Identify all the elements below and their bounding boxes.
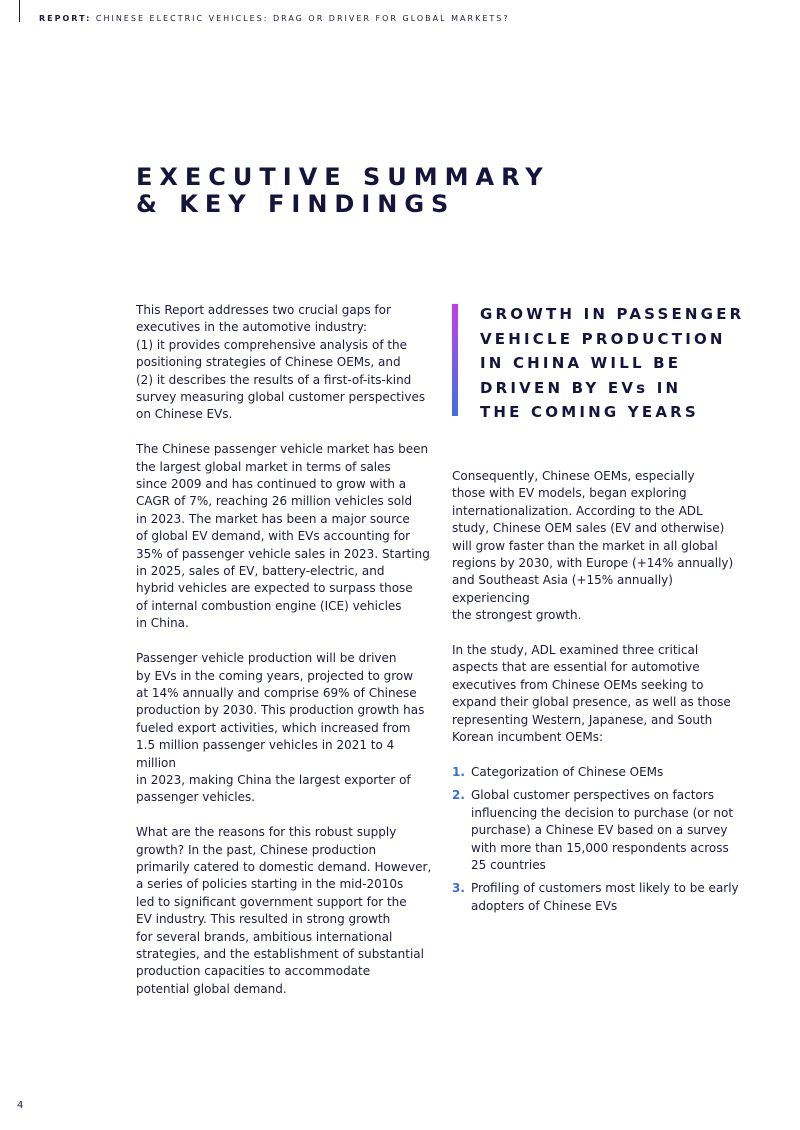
text-line: for several brands, ambitious international xyxy=(136,929,393,944)
left-paragraph-2 xyxy=(136,441,436,632)
text-line: on Chinese EVs. xyxy=(136,407,233,422)
text-line: Korean incumbent OEMs: xyxy=(452,730,604,745)
text-line: Global customer perspectives on factors xyxy=(471,788,714,803)
text-line: expand their global presence, as well as those xyxy=(452,695,731,710)
text-line: potential global demand. xyxy=(136,981,287,996)
running-head-title: CHINESE ELECTRIC VEHICLES: DRAG OR DRIVER FOR GLOBAL MARKETS? xyxy=(95,14,510,23)
page-title-line: & KEY FINDINGS xyxy=(136,190,456,218)
left-paragraph-1 xyxy=(136,302,436,424)
pull-quote-line: DRIVEN BY EVs IN xyxy=(480,378,682,397)
text-line: Consequently, Chinese OEMs, especially xyxy=(452,469,695,483)
text-line: influencing the decision to purchase (or not xyxy=(471,805,734,820)
text-line: adopters of Chinese EVs xyxy=(471,898,618,913)
list-number: 3. xyxy=(452,881,465,896)
pull-quote-line: VEHICLE PRODUCTION xyxy=(480,329,726,348)
text-line: in 2025, sales of EV, battery-electric, and xyxy=(136,564,385,579)
text-line: internationalization. According to the ADL xyxy=(452,503,703,518)
text-line: Categorization of Chinese OEMs xyxy=(471,764,664,779)
text-line: production capacities to accommodate xyxy=(136,964,371,979)
pull-quote xyxy=(452,302,772,421)
text-line: production by 2030. This production growth has xyxy=(136,703,425,718)
text-line: those with EV models, began exploring xyxy=(452,486,687,501)
right-paragraph-1 xyxy=(452,468,752,625)
text-line: EV industry. This resulted in strong growth xyxy=(136,912,391,927)
text-line: This Report addresses two crucial gaps for xyxy=(136,303,391,317)
text-line: and Southeast Asia (+15% annually) experiencing xyxy=(452,573,673,605)
pull-quote-line: GROWTH IN PASSENGER xyxy=(480,305,745,323)
text-line: executives from Chinese OEMs seeking to xyxy=(452,677,704,692)
left-paragraph-3 xyxy=(136,650,436,807)
list-item xyxy=(452,764,752,781)
text-line: the largest global market in terms of sales xyxy=(136,459,391,474)
list-number: 1. xyxy=(452,764,465,779)
pull-quote-text xyxy=(480,302,744,425)
text-line: purchase) a Chinese EV based on a survey xyxy=(471,823,728,838)
text-line: primarily catered to domestic demand. However, xyxy=(136,859,432,874)
pull-quote-gradient-bar xyxy=(452,304,458,416)
text-line: (1) it provides comprehensive analysis of the xyxy=(136,337,408,352)
text-line: positioning strategies of Chinese OEMs, and xyxy=(136,355,401,370)
text-line: hybrid vehicles are expected to surpass those xyxy=(136,581,413,596)
running-head xyxy=(39,14,510,23)
text-line: of internal combustion engine (ICE) vehicles xyxy=(136,598,402,613)
list-number: 2. xyxy=(452,788,465,803)
text-line: growth? In the past, Chinese production xyxy=(136,842,377,857)
text-line: executives in the automotive industry: xyxy=(136,320,368,335)
text-line: in 2023. The market has been a major source xyxy=(136,511,410,526)
text-line: representing Western, Japanese, and South xyxy=(452,712,713,727)
text-line: In the study, ADL examined three critical xyxy=(452,643,699,658)
page-title-line: EXECUTIVE SUMMARY xyxy=(136,163,550,191)
pull-quote-line: IN CHINA WILL BE xyxy=(480,354,682,372)
text-line: fueled export activities, which increased from xyxy=(136,720,411,735)
text-line: Passenger vehicle production will be driven xyxy=(136,651,397,666)
text-line: CAGR of 7%, reaching 26 million vehicles sold xyxy=(136,494,413,509)
page-title xyxy=(136,164,550,218)
page-number: 4 xyxy=(17,1100,24,1111)
list-item xyxy=(452,880,752,915)
text-line: Profiling of customers most likely to be early xyxy=(471,881,739,896)
left-column xyxy=(136,302,436,1016)
text-line: survey measuring global customer perspectives xyxy=(136,390,426,405)
right-paragraph-2 xyxy=(452,642,752,746)
left-paragraph-4 xyxy=(136,824,436,998)
text-line: at 14% annually and comprise 69% of Chinese xyxy=(136,685,417,700)
text-line: aspects that are essential for automotive xyxy=(452,660,700,675)
text-line: in China. xyxy=(136,616,189,631)
running-head-label: REPORT: xyxy=(39,14,92,23)
text-line: in 2023, making China the largest exporter of xyxy=(136,772,411,787)
text-line: with more than 15,000 respondents across xyxy=(471,840,729,855)
text-line: a series of policies starting in the mid-2010s xyxy=(136,877,404,892)
text-line: 25 countries xyxy=(471,857,546,872)
text-line: What are the reasons for this robust supply xyxy=(136,825,397,840)
text-line: 1.5 million passenger vehicles in 2021 to 4 million xyxy=(136,738,395,770)
text-line: by EVs in the coming years, projected to grow xyxy=(136,668,414,683)
pull-quote-line: THE COMING YEARS xyxy=(480,403,699,421)
right-column xyxy=(452,468,752,921)
text-line: passenger vehicles. xyxy=(136,790,256,805)
header-rule xyxy=(19,0,20,22)
text-line: study, Chinese OEM sales (EV and otherwise) xyxy=(452,521,725,536)
text-line: regions by 2030, with Europe (+14% annually) xyxy=(452,556,734,571)
text-line: led to significant government support for the xyxy=(136,894,407,909)
text-line: the strongest growth. xyxy=(452,608,582,623)
findings-list xyxy=(452,764,752,915)
list-item xyxy=(452,787,752,874)
text-line: 35% of passenger vehicle sales in 2023. Starting xyxy=(136,546,430,561)
text-line: strategies, and the establishment of substantial xyxy=(136,946,424,961)
text-line: since 2009 and has continued to grow with a xyxy=(136,477,407,492)
text-line: of global EV demand, with EVs accounting for xyxy=(136,529,411,544)
text-line: will grow faster than the market in all global xyxy=(452,538,718,553)
text-line: The Chinese passenger vehicle market has been xyxy=(136,442,429,457)
text-line: (2) it describes the results of a first-of-its-kind xyxy=(136,372,412,387)
